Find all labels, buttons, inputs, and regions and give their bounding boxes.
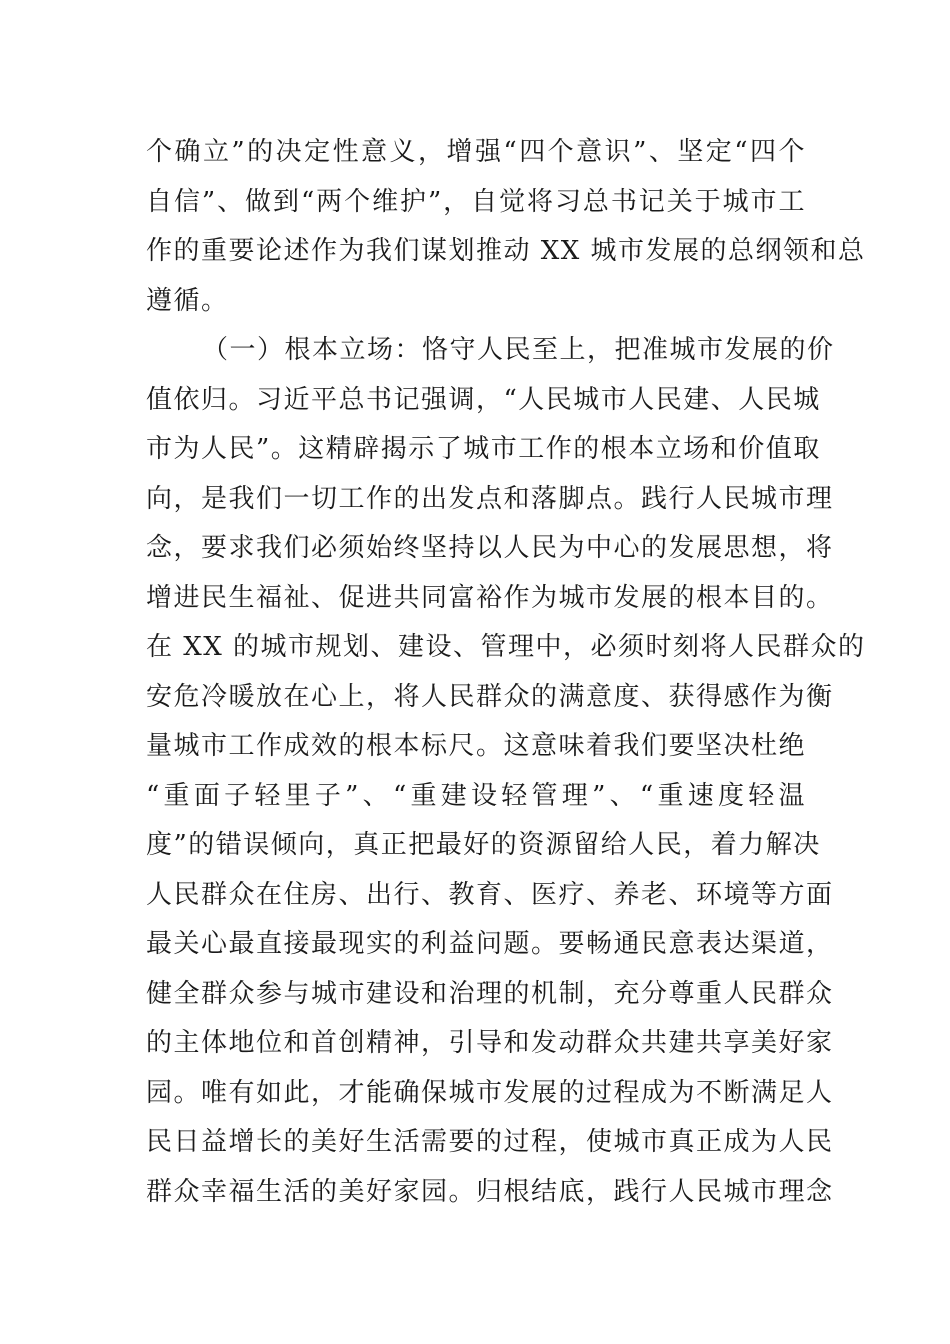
text-line: 健全群众参与城市建设和治理的机制，充分尊重人民群众 xyxy=(146,978,834,1009)
text-line: 个确立”的决定性意义，增强“四个意识”、坚定“四个 xyxy=(146,137,806,167)
text-line: 市为人民”。这精辟揭示了城市工作的根本立场和价值取 xyxy=(146,434,821,464)
text-line: 在 XX 的城市规划、建设、管理中，必须时刻将人民群众的 xyxy=(146,632,866,662)
text-line: 念，要求我们必须始终坚持以人民为中心的发展思想，将 xyxy=(146,533,834,563)
text-line: 园。唯有如此，才能确保城市发展的过程成为不断满足人 xyxy=(146,1077,834,1108)
body-text xyxy=(146,128,866,1217)
text-line: 的主体地位和首创精神，引导和发动群众共建共享美好家 xyxy=(146,1028,834,1058)
text-line: 增进民生福祉、促进共同富裕作为城市发展的根本目的。 xyxy=(146,582,834,613)
text-line: 最关心最直接最现实的利益问题。要畅通民意表达渠道， xyxy=(146,929,834,959)
text-line: 度”的错误倾向，真正把最好的资源留给人民，着力解决 xyxy=(146,830,821,860)
paragraph-2 xyxy=(146,326,866,1217)
text-line: 安危冷暖放在心上，将人民群众的满意度、获得感作为衡 xyxy=(146,681,834,712)
text-line: 自信”、做到“两个维护”，自觉将习总书记关于城市工 xyxy=(146,186,806,217)
text-line: 量城市工作成效的根本标尺。这意味着我们要坚决杜绝 xyxy=(146,731,807,761)
text-line: 群众幸福生活的美好家园。归根结底，践行人民城市理念 xyxy=(146,1176,834,1207)
paragraph-1 xyxy=(146,128,866,326)
text-line: 遵循。 xyxy=(146,285,229,316)
text-line: 向，是我们一切工作的出发点和落脚点。践行人民城市理 xyxy=(146,483,834,514)
text-line: 民日益增长的美好生活需要的过程，使城市真正成为人民 xyxy=(146,1127,834,1157)
text-line: 作的重要论述作为我们谋划推动 XX 城市发展的总纲领和总 xyxy=(146,236,866,266)
text-line: 值依归。习近平总书记强调，“人民城市人民建、人民城 xyxy=(146,384,821,415)
text-line: “重面子轻里子”、“重建设轻管理”、“重速度轻温 xyxy=(146,780,806,811)
section-heading-line: （一）根本立场：恪守人民至上，把准城市发展的价 xyxy=(202,335,835,365)
text-line: 人民群众在住房、出行、教育、医疗、养老、环境等方面 xyxy=(146,879,834,910)
